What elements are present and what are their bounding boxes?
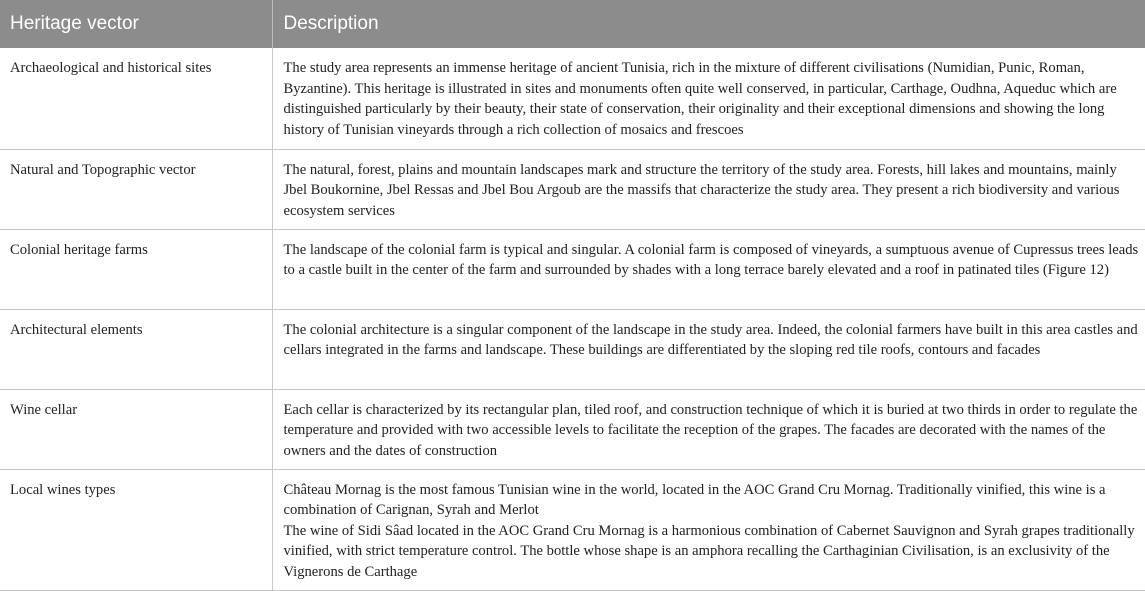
heritage-vector-cell: Colonial heritage farms bbox=[0, 229, 272, 309]
table-row bbox=[0, 48, 1145, 149]
description-cell: Each cellar is characterized by its rectangular plan, tiled roof, and construction technique of which it is buried at two thirds in order to regulate the temperature and provided with two accessible levels to facilitate the reception of the grapes. The facades are decorated with the names of the owners and the dates of construction bbox=[272, 389, 1145, 469]
heritage-vector-cell: Wine cellar bbox=[0, 389, 272, 469]
description-paragraph: Château Mornag is the most famous Tunisian wine in the world, located in the AOC Grand Cru Mornag. Traditionally vinified, this wine is a combination of Carignan, Syrah and Merlot bbox=[283, 481, 1106, 518]
description-cell: The study area represents an immense heritage of ancient Tunisia, rich in the mixture of different civilisations (Numidian, Punic, Roman, Byzantine). This heritage is illustrated in sites and monuments often quite well conserved, in particular, Carthage, Oudhna, Aqueduc which are distinguished particularly by their beauty, their state of conservation, their originality and their exceptional dimensions and showing the long history of Tunisian vineyards through a rich collection of mosaics and frescoes bbox=[272, 48, 1145, 149]
column-header-heritage-vector: Heritage vector bbox=[0, 0, 272, 48]
table-row bbox=[0, 309, 1145, 389]
heritage-vector-cell: Archaeological and historical sites bbox=[0, 48, 272, 149]
table-row bbox=[0, 469, 1145, 590]
header-row bbox=[0, 0, 1145, 48]
description-cell: The landscape of the colonial farm is typical and singular. A colonial farm is composed of vineyards, a sumptuous avenue of Cupressus trees leads to a castle built in the center of the farm and surrounded by shades with a long terrace barely elevated and a roof in patinated tiles (Figure 12) bbox=[272, 229, 1145, 309]
table-row bbox=[0, 389, 1145, 469]
description-cell: The natural, forest, plains and mountain landscapes mark and structure the territory of the study area. Forests, hill lakes and mountains, mainly Jbel Boukornine, Jbel Ressas and Jbel Bou Argoub are the massifs that characterize the study area. They present a rich biodiversity and various ecosystem services bbox=[272, 149, 1145, 229]
column-header-description: Description bbox=[272, 0, 1145, 48]
table-header bbox=[0, 0, 1145, 48]
heritage-vector-cell: Architectural elements bbox=[0, 309, 272, 389]
description-paragraph: The wine of Sidi Sâad located in the AOC Grand Cru Mornag is a harmonious combination of Cabernet Sauvignon and Syrah grapes traditionally vinified, with strict temperature control. The bottle whose shape is an amphora recalling the Carthaginian Civilisation, is an exclusivity of the Vignerons de Carthage bbox=[283, 522, 1135, 580]
heritage-vector-cell: Local wines types bbox=[0, 469, 272, 590]
heritage-vector-cell: Natural and Topographic vector bbox=[0, 149, 272, 229]
table-body bbox=[0, 48, 1145, 590]
description-cell bbox=[272, 469, 1145, 590]
description-cell: The colonial architecture is a singular component of the landscape in the study area. Indeed, the colonial farmers have built in this area castles and cellars integrated in the farms and landscape. These buildings are differentiated by the sloping red tile roofs, contours and facades bbox=[272, 309, 1145, 389]
table-row bbox=[0, 229, 1145, 309]
table-row bbox=[0, 149, 1145, 229]
